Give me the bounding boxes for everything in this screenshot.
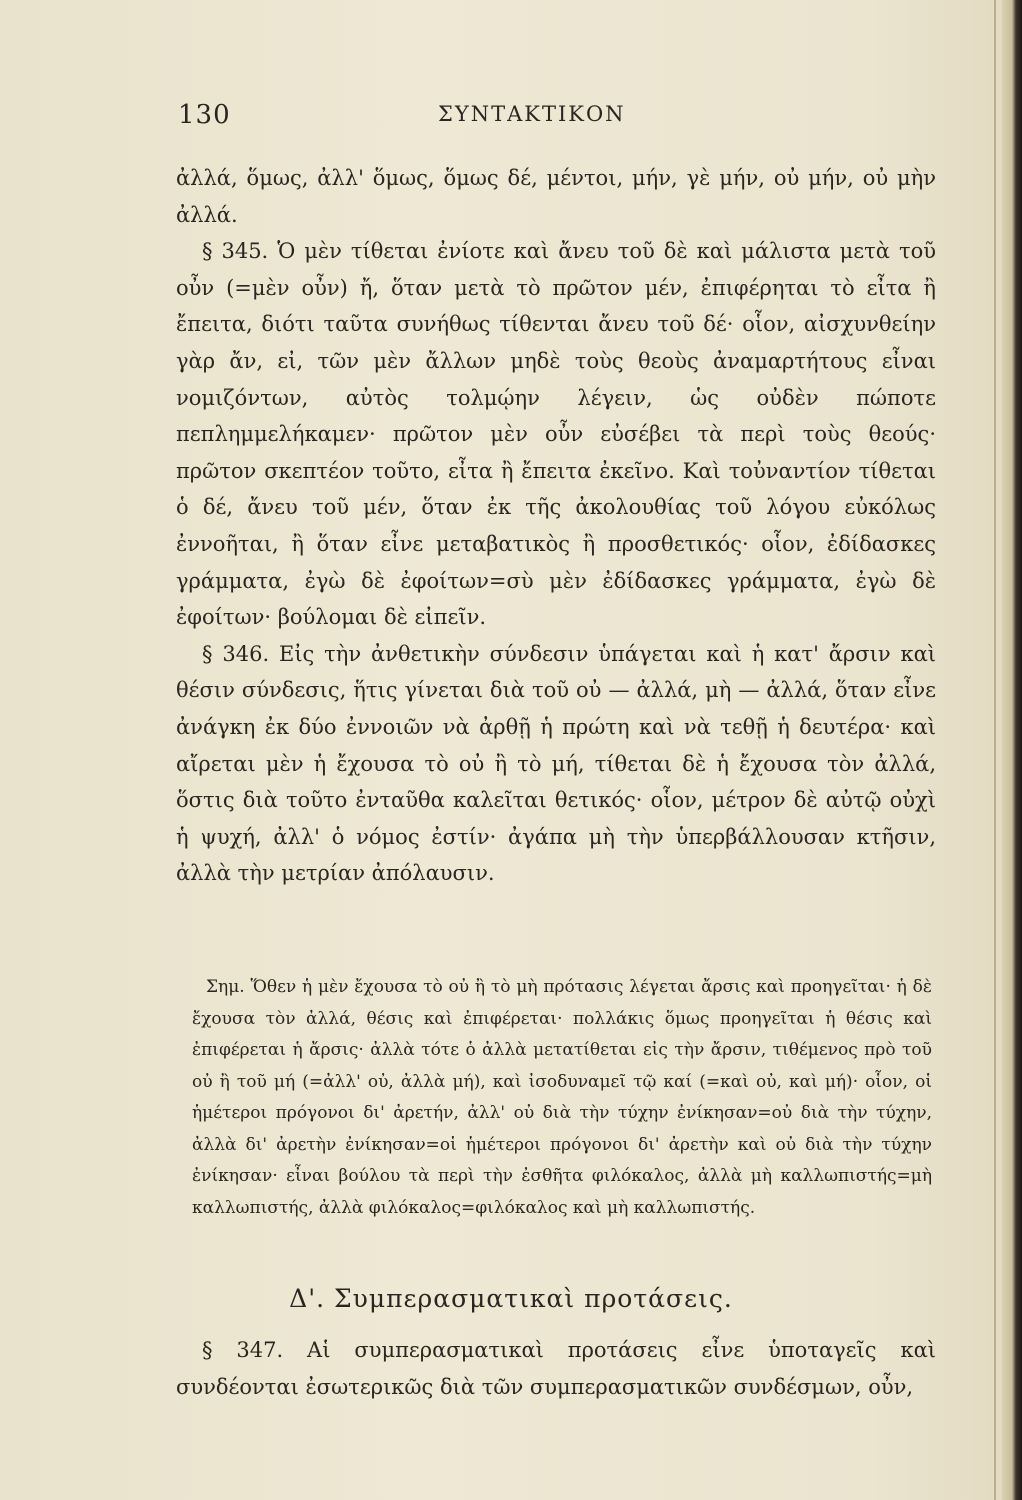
main-text xyxy=(176,160,936,892)
section-text xyxy=(176,1332,936,1406)
page-edge-line xyxy=(994,0,996,1500)
paragraph-347: § 347. Αἱ συμπερασματικαὶ προτάσεις εἶνε ὑποταγεῖς καὶ συνδέονται ἐσωτερικῶς διὰ τῶν συμπερασματικῶν συνδέσμων, οὖν, xyxy=(176,1338,936,1399)
page-binding-edge xyxy=(1002,0,1022,1500)
paragraph-continuation: ἀλλά, ὅμως, ἀλλ' ὅμως, ὅμως δέ, μέντοι, μήν, γὲ μήν, οὐ μήν, οὐ μὴν ἀλλά. xyxy=(176,166,936,227)
footnote-remark xyxy=(192,972,932,1224)
page-header xyxy=(178,100,938,140)
running-title: ΣΥΝΤΑΚΤΙΚΟΝ xyxy=(438,102,626,126)
page-number: 130 xyxy=(178,100,231,130)
remark-text: Σημ. Ὅθεν ἡ μὲν ἔχουσα τὸ οὐ ἢ τὸ μὴ πρότασις λέγεται ἄρσις καὶ προηγεῖται· ἡ δὲ ἔχουσα τὸν ἀλλά, θέσις καὶ ἐπιφέρεται· πολλάκις ὅμως προηγεῖται ἡ θέσις καὶ ἐπιφέρεται ἡ ἄρσις· ἀλλὰ τότε ὁ ἀλλὰ μετατίθεται εἰς τὴν ἄρσιν, τιθέμενος πρὸ τοῦ οὐ ἢ τοῦ μή (=ἀλλ' οὐ, ἀλλὰ μή), καὶ ἰσοδυναμεῖ τῷ καί (=καὶ οὐ, καὶ μή)· οἷον, οἱ ἡμέτεροι πρόγονοι δι' ἀρετήν, ἀλλ' οὐ διὰ τὴν τύχην ἐνίκησαν=οὐ διὰ τὴν τύχην, ἀλλὰ δι' ἀρετὴν ἐνίκησαν=οἱ ἡμέτεροι πρόγονοι δι' ἀρετὴν καὶ οὐ διὰ τὴν τύχην ἐνίκησαν· εἶναι βούλου τὰ περὶ τὴν ἐσθῆτα φιλόκαλος, ἀλλὰ μὴ καλλωπιστής=μὴ καλλωπιστής, ἀλλὰ φιλόκαλος=φιλόκαλος καὶ μὴ καλλωπιστής. xyxy=(192,977,932,1218)
paragraph-346: § 346. Εἰς τὴν ἀνθετικὴν σύνδεσιν ὑπάγεται καὶ ἡ κατ' ἄρσιν καὶ θέσιν σύνδεσις, ἥτις γίνεται διὰ τοῦ οὐ — ἀλλά, μὴ — ἀλλά, ὅταν εἶνε ἀνάγκη ἐκ δύο ἐννοιῶν νὰ ἀρθῇ ἡ πρώτη καὶ νὰ τεθῇ ἡ δευτέρα· καὶ αἴρεται μὲν ἡ ἔχουσα τὸ οὐ ἢ τὸ μή, τίθεται δὲ ἡ ἔχουσα τὸν ἀλλά, ὅστις διὰ τοῦτο ἐνταῦθα καλεῖται θετικός· οἷον, μέτρον δὲ αὐτῷ οὐχὶ ἡ ψυχή, ἀλλ' ὁ νόμος ἐστίν· ἀγάπα μὴ τὴν ὑπερβάλλουσαν κτῆσιν, ἀλλὰ τὴν μετρίαν ἀπόλαυσιν. xyxy=(176,641,936,886)
section-heading: Δ'. Συμπερασματικαὶ προτάσεις. xyxy=(289,1284,733,1313)
paragraph-345: § 345. Ὁ μὲν τίθεται ἐνίοτε καὶ ἄνευ τοῦ δὲ καὶ μάλιστα μετὰ τοῦ οὖν (=μὲν οὖν) ἤ, ὅταν μετὰ τὸ πρῶτον μέν, ἐπιφέρηται τὸ εἶτα ἢ ἔπειτα, διότι ταῦτα συνήθως τίθενται ἄνευ τοῦ δέ· οἷον, αἰσχυνθείην γὰρ ἄν, εἰ, τῶν μὲν ἄλλων μηδὲ τοὺς θεοὺς ἀναμαρτήτους εἶναι νομιζόντων, αὐτὸς τολμῴην λέγειν, ὡς οὐδὲν πώποτε πεπλημμελήκαμεν· πρῶτον μὲν οὖν εὐσέβει τὰ περὶ τοὺς θεούς· πρῶτον σκεπτέον τοῦτο, εἶτα ἢ ἔπειτα ἐκεῖνο. Καὶ τοὐναντίον τίθεται ὁ δέ, ἄνευ τοῦ μέν, ὅταν ἐκ τῆς ἀκολουθίας τοῦ λόγου εὐκόλως ἐννοῆται, ἢ ὅταν εἶνε μεταβατικὸς ἢ προσθετικός· οἷον, ἐδίδασκες γράμματα, ἐγὼ δὲ ἐφοίτων=σὺ μὲν ἐδίδασκες γράμματα, ἐγὼ δὲ ἐφοίτων· βούλομαι δὲ εἰπεῖν. xyxy=(176,239,936,630)
